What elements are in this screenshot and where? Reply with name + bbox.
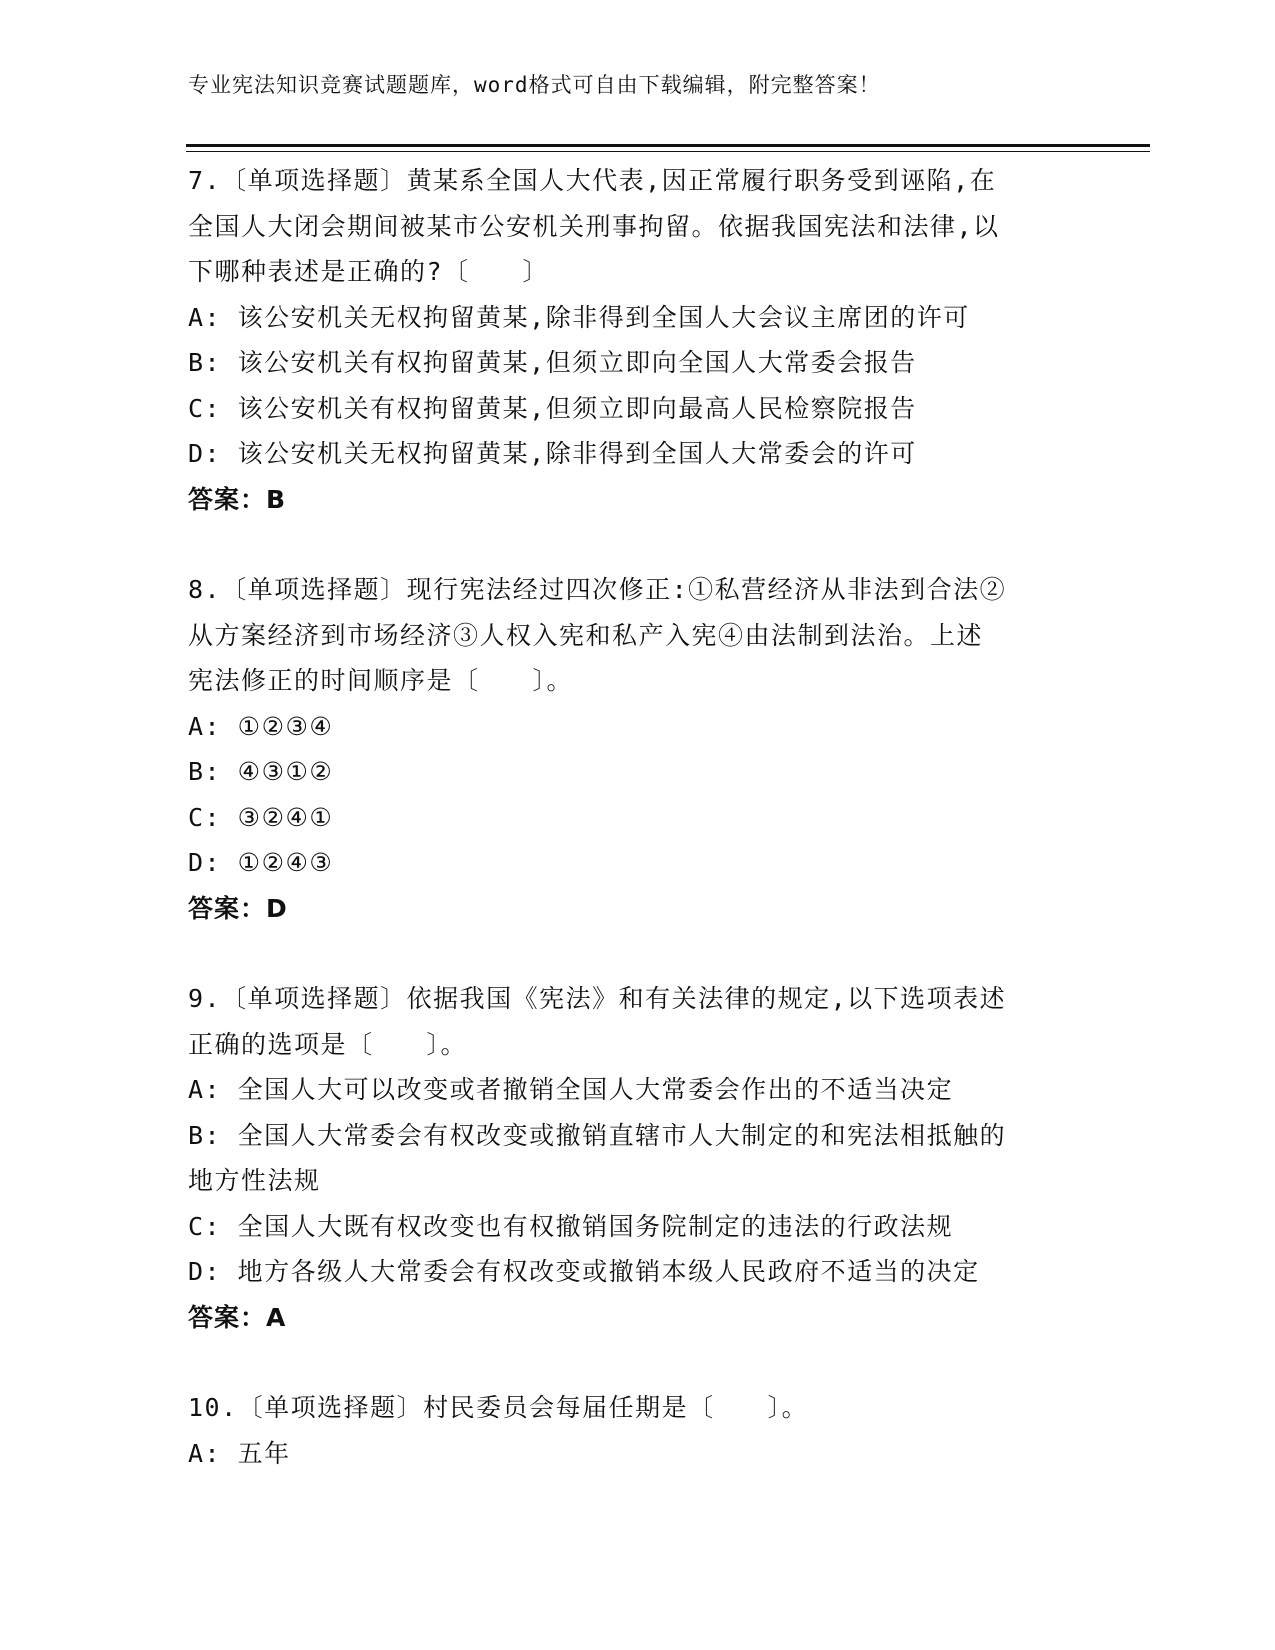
option-b: B: 该公安机关有权拘留黄某,但须立即向全国人大常委会报告 [188, 348, 917, 377]
option-b: B: 全国人大常委会有权改变或撤销直辖市人大制定的和宪法相抵触的 [188, 1120, 1007, 1150]
question-stem-line: 正确的选项是〔 〕。 [188, 1029, 468, 1059]
option-d: D: ①②④③ [188, 848, 334, 877]
question-9 [188, 976, 1088, 1340]
option-b-continued: 地方性法规 [188, 1166, 321, 1195]
question-stem-line: 下哪种表述是正确的?〔 〕 [188, 257, 550, 286]
question-8 [188, 567, 1088, 931]
option-c: C: 全国人大既有权改变也有权撤销国务院制定的违法的行政法规 [188, 1211, 954, 1241]
question-stem-line: 10.〔单项选择题〕村民委员会每届任期是〔 〕。 [188, 1393, 809, 1422]
option-b: B: ④③①② [188, 757, 334, 786]
header-divider [186, 144, 1150, 152]
answer: 答案：B [188, 484, 287, 514]
option-d: D: 地方各级人大常委会有权改变或撤销本级人民政府不适当的决定 [188, 1257, 980, 1286]
option-a: A: 五年 [188, 1438, 291, 1468]
option-d: D: 该公安机关无权拘留黄某,除非得到全国人大常委会的许可 [188, 439, 917, 468]
question-stem-line: 8.〔单项选择题〕现行宪法经过四次修正:①私营经济从非法到合法② [188, 575, 1007, 604]
question-10 [188, 1385, 1088, 1476]
option-a: A: 全国人大可以改变或者撤销全国人大常委会作出的不适当决定 [188, 1075, 954, 1104]
answer: 答案：D [188, 893, 288, 923]
question-stem-line: 7.〔单项选择题〕黄某系全国人大代表,因正常履行职务受到诬陷,在 [188, 166, 997, 195]
question-list [188, 158, 1088, 1476]
option-a: A: ①②③④ [188, 711, 334, 741]
question-stem-line: 9.〔单项选择题〕依据我国《宪法》和有关法律的规定,以下选项表述 [188, 984, 1007, 1013]
question-7 [188, 158, 1088, 522]
option-c: C: ③②④① [188, 802, 334, 832]
answer: 答案：A [188, 1302, 287, 1332]
option-a: A: 该公安机关无权拘留黄某,除非得到全国人大会议主席团的许可 [188, 302, 970, 332]
question-stem-line: 全国人大闭会期间被某市公安机关刑事拘留。依据我国宪法和法律,以 [188, 211, 1000, 241]
page-header: 专业宪法知识竞赛试题题库，word格式可自由下载编辑，附完整答案！ [188, 73, 881, 97]
option-c: C: 该公安机关有权拘留黄某,但须立即向最高人民检察院报告 [188, 393, 917, 423]
question-stem-line: 宪法修正的时间顺序是〔 〕。 [188, 666, 574, 695]
question-stem-line: 从方案经济到市场经济③人权入宪和私产入宪④由法制到法治。上述 [188, 620, 984, 650]
